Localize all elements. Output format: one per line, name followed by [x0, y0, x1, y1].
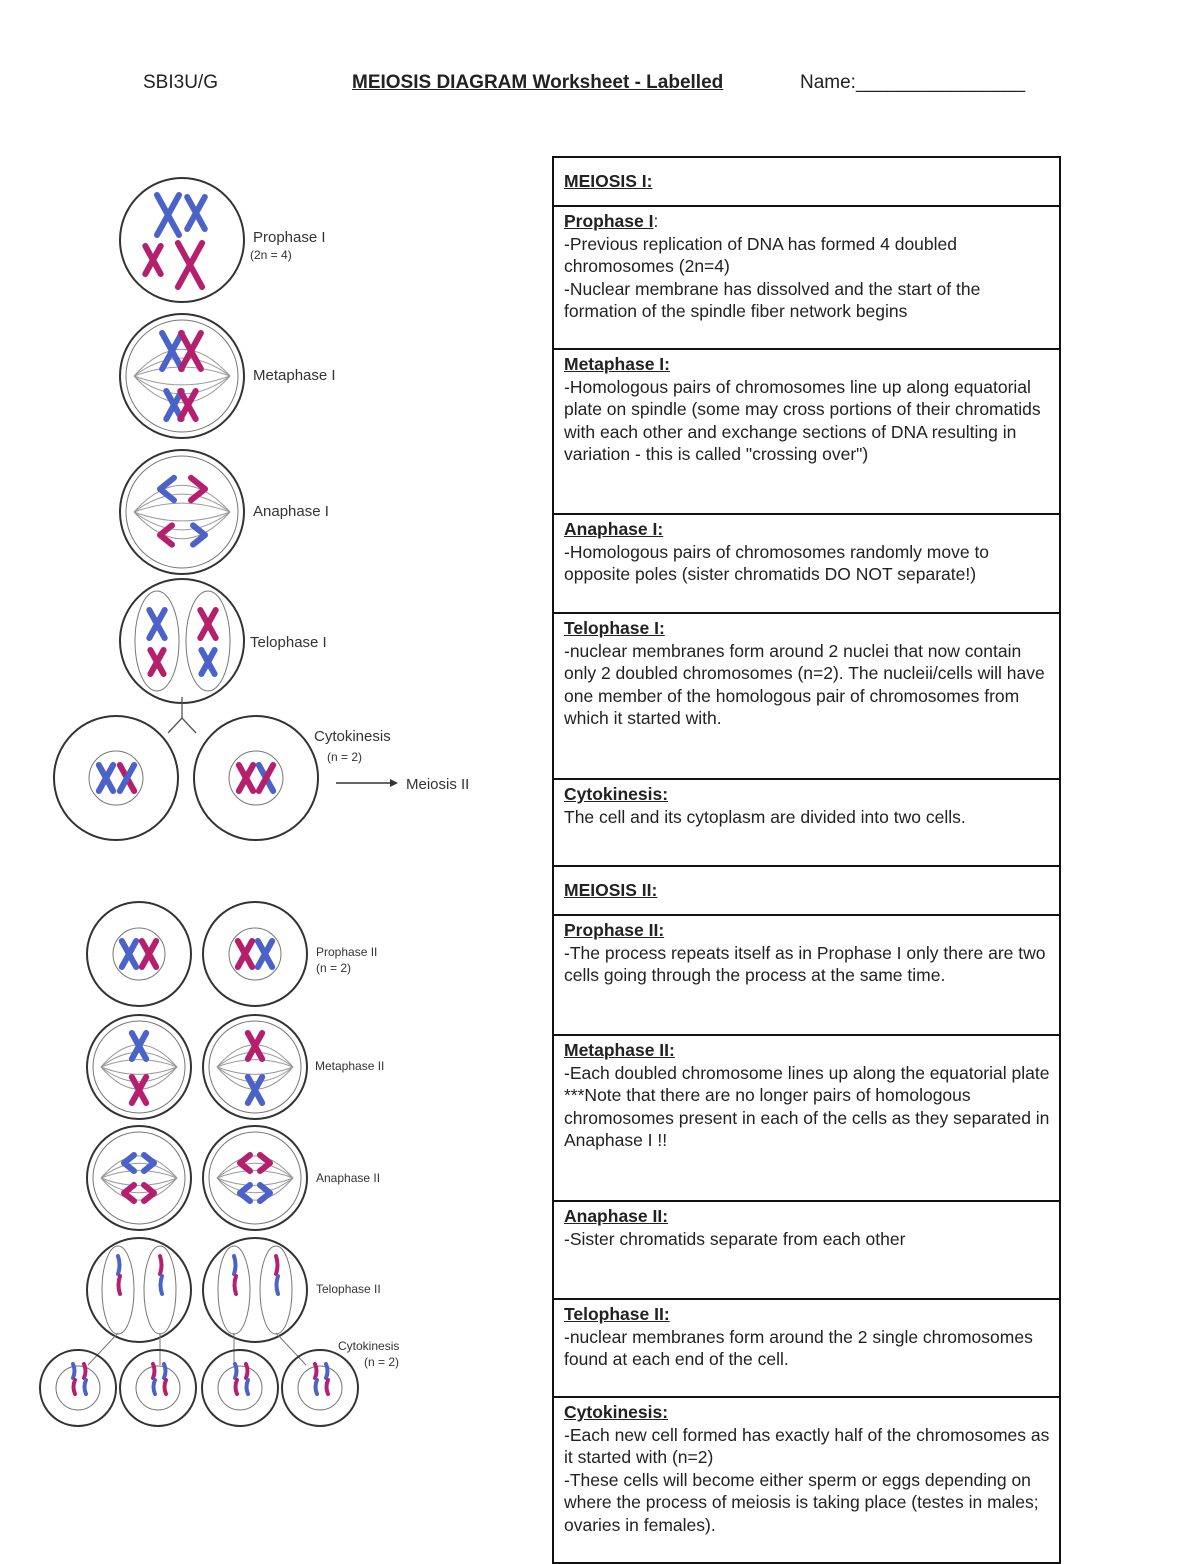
- nuclear-membrane: [93, 1132, 185, 1224]
- label-meiosis-2-arrow: Meiosis II: [406, 776, 470, 793]
- meiosis-2-phase-title: Telophase II:: [564, 1304, 670, 1324]
- meiosis-1-row: [553, 514, 1060, 613]
- label-metaphase-2: Metaphase II: [315, 1059, 385, 1073]
- meiosis-2-row: [553, 1201, 1060, 1299]
- cell-membrane: [40, 1350, 116, 1426]
- cell-membrane: [203, 1015, 307, 1119]
- single-chromosome: [74, 1380, 76, 1394]
- meiosis-1-heading: [553, 157, 1060, 206]
- label-cytokinesis-1-ploidy: (n = 2): [327, 750, 363, 764]
- cell-membrane: [120, 579, 244, 703]
- single-chromosome: [326, 1364, 328, 1378]
- single-chromosome: [164, 1364, 166, 1378]
- chromatid-pair: [124, 1155, 134, 1171]
- single-chromosome: [153, 1364, 155, 1378]
- single-chromosome: [276, 1256, 278, 1274]
- meiosis-2-phase-description: -nuclear membranes form around the 2 single chromosomes found at each end of the cell.: [564, 1326, 1033, 1369]
- spindle-fiber: [134, 512, 230, 521]
- name-field-label: Name:________________: [800, 72, 1026, 93]
- single-chromosome: [236, 1380, 238, 1394]
- chromatid-pair: [191, 478, 205, 500]
- chromatid-pair: [240, 1155, 250, 1171]
- cell-membrane: [87, 902, 191, 1006]
- label-anaphase-2: Anaphase II: [316, 1171, 381, 1185]
- nuclear-membrane: [209, 1132, 301, 1224]
- cell-membrane: [87, 1238, 191, 1342]
- spindle-fiber: [134, 503, 230, 512]
- cell-membrane: [194, 716, 318, 840]
- spindle-fiber: [101, 1060, 177, 1067]
- spindle-fiber: [217, 1171, 293, 1178]
- meiosis-1-phase-description: -Nuclear membrane has dissolved and the start of the formation of the spindle fiber network begins: [564, 278, 981, 321]
- meiosis-2-phase-description: -These cells will become either sperm or eggs depending on where the process of meiosis is taking place (testes in males; ovaries in females).: [564, 1469, 1039, 1535]
- label-telophase-2: Telophase II: [316, 1282, 381, 1296]
- cell-membrane: [203, 902, 307, 1006]
- label-prophase-2: Prophase II: [316, 945, 378, 959]
- nuclear-membrane: [229, 928, 281, 980]
- meiosis-1-row: [553, 349, 1060, 514]
- spindle-fiber: [134, 376, 230, 385]
- label-anaphase-1: Anaphase I: [253, 503, 329, 520]
- single-chromosome: [234, 1256, 236, 1274]
- meiosis-2-phase-description: -Sister chromatids separate from each other: [564, 1228, 906, 1249]
- spindle-fiber: [134, 485, 230, 512]
- single-chromosome: [247, 1380, 249, 1394]
- single-chromosome: [315, 1364, 317, 1378]
- spindle-fiber: [101, 1171, 177, 1178]
- nuclear-membrane: [56, 1366, 100, 1410]
- meiosis-1-phase-description: -Homologous pairs of chromosomes randomly move to opposite poles (sister chromatids DO NOT separate!): [564, 541, 990, 584]
- meiosis-2-phase-title: Anaphase II:: [564, 1206, 669, 1226]
- spindle-fiber: [217, 1060, 293, 1067]
- meiosis-2-heading: [553, 866, 1060, 915]
- meiosis-2-row: [553, 1397, 1060, 1563]
- cell-membrane: [120, 1350, 196, 1426]
- meiosis-2-row: [553, 1299, 1060, 1397]
- chromatid-pair: [124, 1185, 134, 1201]
- single-chromosome: [165, 1380, 167, 1394]
- meiosis-1-heading-text: MEIOSIS I:: [564, 170, 653, 191]
- meiosis-1-phase-title: Metaphase I:: [564, 354, 670, 374]
- cell-membrane: [54, 716, 178, 840]
- nuclear-membrane: [126, 456, 238, 568]
- cell-membrane: [282, 1350, 358, 1426]
- spindle-fiber: [101, 1178, 177, 1185]
- chromatid-pair: [160, 525, 172, 544]
- cell-membrane: [87, 1126, 191, 1230]
- meiosis-1-phase-description: -Homologous pairs of chromosomes line up along equatorial plate on spindle (some may cross portions of their chromatids with each other and exchange sections of DNA resulting in variation - this is called "crossing over"): [564, 376, 1041, 464]
- label-prophase-1: Prophase I: [253, 229, 326, 246]
- single-chromosome: [118, 1256, 120, 1274]
- single-chromosome: [119, 1276, 121, 1294]
- single-chromosome: [73, 1364, 75, 1378]
- single-chromosome: [84, 1364, 86, 1378]
- course-code: SBI3U/G: [143, 72, 218, 93]
- meiosis-1-phase-title: Cytokinesis:: [564, 784, 669, 804]
- nuclear-membrane: [136, 1366, 180, 1410]
- chromatid-pair: [240, 1185, 250, 1201]
- meiosis-1-phase-title: Anaphase I:: [564, 519, 664, 539]
- meiosis-2-phase-description: -The process repeats itself as in Prophase I only there are two cells going through the process at the same time.: [564, 942, 1046, 985]
- meiosis-2-row: [553, 1035, 1060, 1201]
- single-chromosome: [235, 1276, 237, 1294]
- label-cytokinesis-1: Cytokinesis: [314, 728, 391, 745]
- nuclear-membrane: [113, 928, 165, 980]
- nuclear-membrane: [229, 751, 283, 805]
- label-telophase-1: Telophase I: [250, 634, 327, 651]
- chromatid-pair: [260, 1185, 270, 1201]
- meiosis-1-phase-description: The cell and its cytoplasm are divided into two cells.: [564, 806, 966, 827]
- nuclear-membrane: [89, 751, 143, 805]
- label-prophase-2-ploidy: (n = 2): [316, 961, 352, 975]
- nuclear-membrane: [298, 1366, 342, 1410]
- nuclear-membrane: [135, 591, 179, 691]
- cell-membrane: [203, 1238, 307, 1342]
- label-prophase-1-ploidy: (2n = 4): [250, 248, 292, 262]
- spindle-fiber: [134, 512, 230, 539]
- meiosis-1-row: [553, 613, 1060, 779]
- meiosis-1-phase-title: Prophase I: [564, 211, 654, 231]
- label-cytokinesis-2-ploidy: (n = 2): [364, 1355, 400, 1369]
- meiosis-1-phase-description: -nuclear membranes form around 2 nuclei that now contain only 2 doubled chromosomes (n=2). The nucleii/cells will have one member of the homologous pair of chromosomes from which it started with.: [564, 640, 1045, 728]
- meiosis-2-phase-description: -Each doubled chromosome lines up along the equatorial plate: [564, 1062, 1050, 1083]
- meiosis-2-phase-title: Metaphase II:: [564, 1040, 675, 1060]
- spindle-fiber: [101, 1067, 177, 1074]
- meiosis-info-table: [552, 156, 1061, 1564]
- cell-membrane: [203, 1126, 307, 1230]
- single-chromosome: [85, 1380, 87, 1394]
- arrow-head-icon: [390, 779, 398, 787]
- meiosis-1-phase-description: -Previous replication of DNA has formed 4 doubled chromosomes (2n=4): [564, 233, 957, 276]
- single-chromosome: [160, 1256, 162, 1274]
- chromatid-pair: [260, 1155, 270, 1171]
- label-metaphase-1: Metaphase I: [253, 367, 336, 384]
- nuclear-membrane: [218, 1366, 262, 1410]
- meiosis-1-row: [553, 779, 1060, 866]
- single-chromosome: [277, 1276, 279, 1294]
- single-chromosome: [161, 1276, 163, 1294]
- cell-membrane: [202, 1350, 278, 1426]
- page-title: MEIOSIS DIAGRAM Worksheet - Labelled: [352, 72, 724, 93]
- chromatid-pair: [144, 1185, 154, 1201]
- single-chromosome: [154, 1380, 156, 1394]
- single-chromosome: [235, 1364, 237, 1378]
- nuclear-membrane: [93, 1021, 185, 1113]
- division-arrow: [276, 1333, 306, 1365]
- single-chromosome: [327, 1380, 329, 1394]
- meiosis-1-phase-title-suffix: :: [653, 211, 659, 231]
- spindle-fiber: [217, 1067, 293, 1074]
- nuclear-membrane: [186, 591, 230, 691]
- label-cytokinesis-2: Cytokinesis: [338, 1339, 400, 1353]
- chromatid-pair: [144, 1155, 154, 1171]
- meiosis-2-phase-description: ***Note that there are no longer pairs of homologous chromosomes present in each of the cells as they separated in Anaphase I !!: [564, 1085, 1050, 1150]
- single-chromosome: [246, 1364, 248, 1378]
- cell-membrane: [87, 1015, 191, 1119]
- nuclear-membrane: [209, 1021, 301, 1113]
- meiosis-2-heading-text: MEIOSIS II:: [564, 879, 658, 900]
- meiosis-diagram: [0, 0, 540, 1553]
- cell-membrane: [120, 450, 244, 574]
- spindle-fiber: [217, 1178, 293, 1185]
- meiosis-1-row: [553, 206, 1060, 349]
- meiosis-2-phase-description: -Each new cell formed has exactly half of the chromosomes as it started with (n=2): [564, 1424, 1050, 1467]
- meiosis-1-phase-title: Telophase I:: [564, 618, 665, 638]
- single-chromosome: [316, 1380, 318, 1394]
- meiosis-2-phase-title: Cytokinesis:: [564, 1402, 669, 1422]
- cell-drawings: [40, 178, 358, 1426]
- meiosis-2-phase-title: Prophase II:: [564, 920, 665, 940]
- meiosis-2-row: [553, 915, 1060, 1035]
